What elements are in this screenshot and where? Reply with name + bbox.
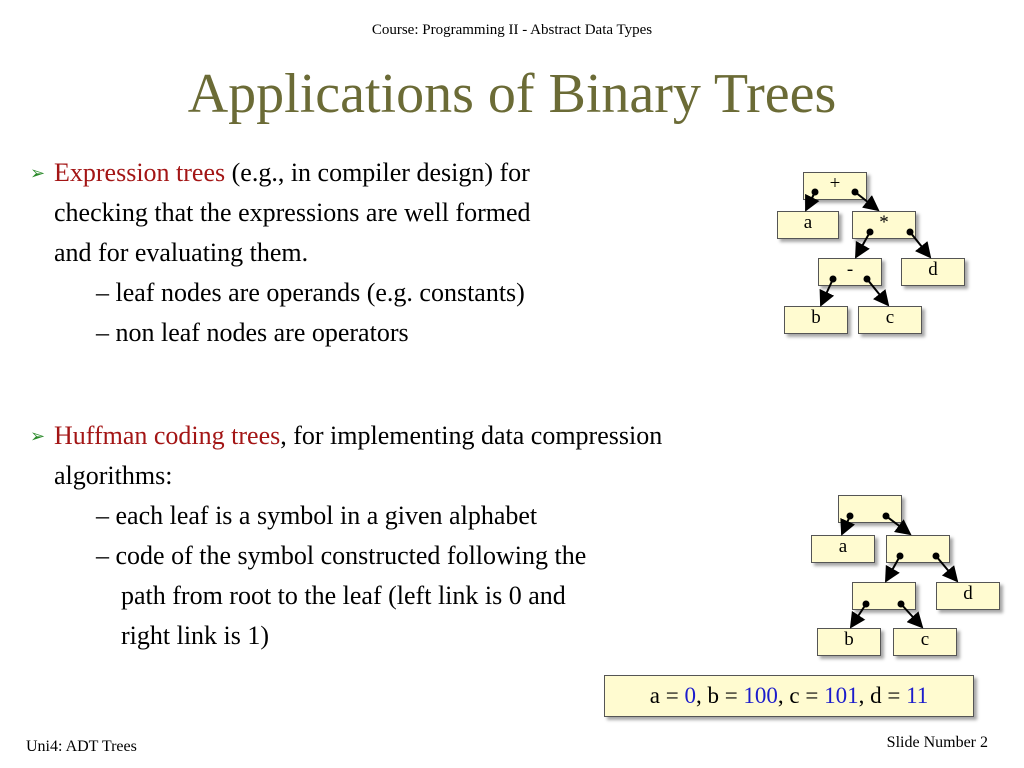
course-header: Course: Programming II - Abstract Data Types [371, 22, 653, 38]
bullet1-sub1: – leaf nodes are operands (e.g. constants) [96, 278, 525, 307]
huff-node-b: b [817, 628, 881, 656]
expr-edge-mul-d [910, 232, 930, 257]
expr-edge-minus-b [821, 279, 833, 305]
huff-node-d: d [936, 582, 1000, 610]
expr-node-plus: + [803, 172, 867, 200]
bullet1-highlight: Expression trees [54, 158, 226, 187]
code-sep-d: , d = [858, 683, 907, 708]
expr-node-c: c [858, 306, 922, 334]
footer-slide-number: Slide Number 2 [886, 734, 988, 751]
huff-edge-internal2-b [851, 604, 866, 627]
huff-edge-internal1-internal2 [886, 556, 900, 581]
bullet2-sub2-line2: path from root to the leaf (left link is 0 and [121, 581, 566, 610]
bullet2-sub2-line1: – code of the symbol constructed following the [96, 541, 587, 570]
expr-node-a: a [777, 211, 839, 239]
bullet1-sub2: – non leaf nodes are operators [96, 318, 409, 347]
bullet2-line2: algorithms: [54, 461, 173, 490]
expr-node-minus: - [818, 258, 882, 286]
huff-edge-root-internal1 [886, 516, 910, 534]
bullet-arrow-icon: ➢ [30, 426, 46, 446]
footer-unit: Uni4: ADT Trees [26, 738, 137, 755]
code-b-value: 100 [743, 683, 778, 708]
expr-edge-minus-c [867, 279, 888, 305]
expr-node-d: d [901, 258, 965, 286]
bullet-arrow-icon: ➢ [30, 163, 46, 183]
code-a-label: a = [649, 683, 685, 708]
huff-edge-internal2-c [901, 604, 922, 627]
bullet1-line2: checking that the expressions are well formed [54, 198, 531, 227]
code-c-value: 101 [824, 683, 859, 708]
code-a-value: 0 [684, 683, 696, 708]
huff-edge-internal1-d [936, 556, 957, 581]
bullet2-line1-rest: , for implementing data compression [280, 421, 663, 450]
huffman-codes-box [604, 675, 974, 717]
slide-title: Applications of Binary Trees [187, 63, 837, 125]
expr-node-b: b [784, 306, 848, 334]
bullet2-sub1: – each leaf is a symbol in a given alphabet [96, 501, 538, 530]
code-sep-b: , b = [695, 683, 744, 708]
bullet1-line1-rest: (e.g., in compiler design) for [225, 158, 530, 187]
bullet2-highlight: Huffman coding trees [54, 421, 281, 450]
bullet2-sub2-line3: right link is 1) [121, 621, 270, 650]
expr-edge-mul-minus [856, 232, 870, 257]
huff-node-c: c [893, 628, 957, 656]
expr-edge-plus-mul [855, 192, 878, 210]
code-d-value: 11 [906, 683, 929, 708]
huff-node-a: a [811, 535, 875, 563]
code-sep-c: , c = [777, 683, 825, 708]
bullet1-line3: and for evaluating them. [54, 238, 309, 267]
expr-node-multiply: * [852, 211, 916, 239]
